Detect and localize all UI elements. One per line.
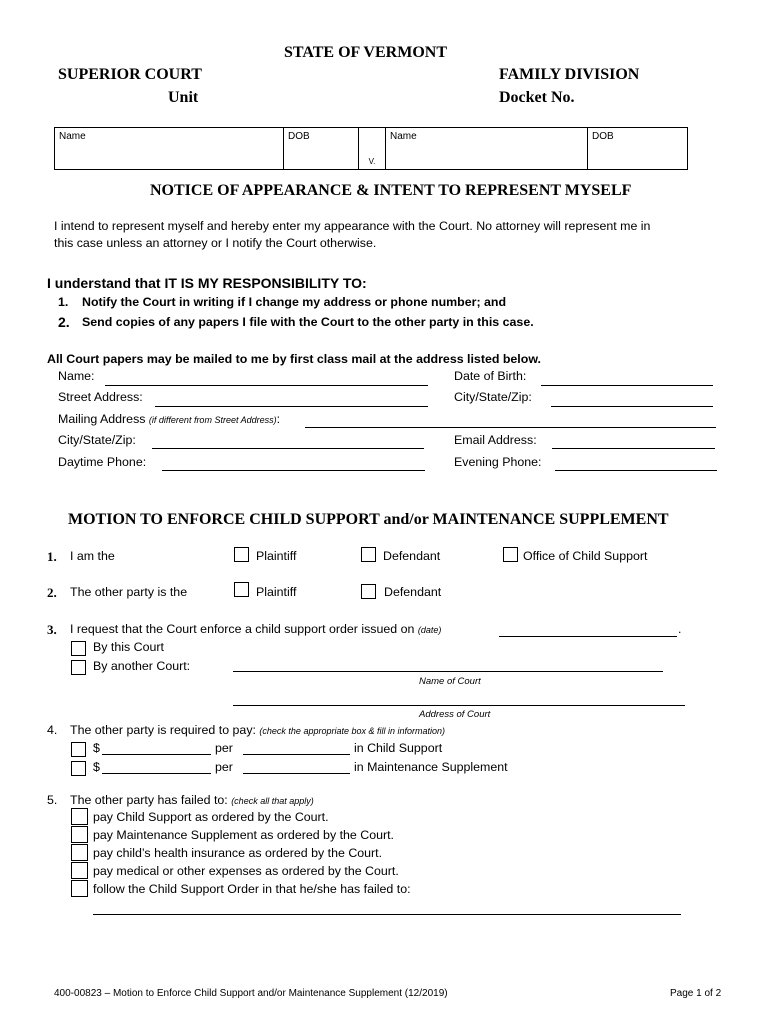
q4-maintenance-dollar: $ — [93, 760, 100, 774]
daytime-phone-label: Daytime Phone: — [58, 455, 147, 469]
city-state-zip-field-label: City/State/Zip: — [454, 390, 532, 404]
versus-label: V. — [368, 157, 376, 166]
q3-date-note: (date) — [417, 625, 442, 635]
q2-number: 2. — [47, 585, 57, 600]
q4-child-support-dollar: $ — [93, 741, 100, 755]
q5-health-insurance-checkbox[interactable] — [71, 844, 88, 861]
unit-label: Unit — [168, 89, 199, 106]
mailing-note: (if different from Street Address) — [148, 415, 277, 425]
notice-title: NOTICE OF APPEARANCE & INTENT TO REPRESENT MYSELF — [150, 182, 632, 199]
right-party-dob-label: DOB — [592, 131, 614, 142]
q5-child-support-checkbox[interactable] — [71, 808, 88, 825]
division-title: FAMILY DIVISION — [499, 66, 640, 83]
right-party-name-label: Name — [390, 131, 417, 142]
q5-maintenance-label: pay Maintenance Supplement as ordered by the Court. — [93, 828, 394, 842]
q4-label — [70, 723, 445, 737]
q5-child-support-label: pay Child Support as ordered by the Court. — [93, 810, 329, 824]
q1-plaintiff-label: Plaintiff — [256, 549, 297, 563]
q1-defendant-checkbox[interactable] — [361, 547, 376, 562]
dob-field-label: Date of Birth: — [454, 369, 527, 383]
mailing-label-text: Mailing Address — [58, 412, 146, 426]
q5-text: The other party has failed to: — [70, 793, 228, 807]
court-address-caption: Address of Court — [419, 709, 491, 720]
street-field-line[interactable] — [155, 406, 428, 407]
responsibility-item1: Notify the Court in writing if I change my address or phone number; and — [82, 295, 507, 309]
q5-number: 5. — [47, 793, 58, 807]
email-field-label: Email Address: — [454, 433, 537, 447]
notice-intro-line1: I intend to represent myself and hereby enter my appearance with the Court. No attorney will represent me in — [54, 219, 651, 233]
dob-field-line[interactable] — [541, 385, 713, 386]
responsibility-item1-number: 1. — [58, 295, 69, 309]
q3-period: . — [678, 622, 682, 636]
q5-note: (check all that apply) — [231, 796, 314, 806]
left-party-dob-label: DOB — [288, 131, 310, 142]
q4-maintenance-checkbox[interactable] — [71, 761, 86, 776]
q5-details-line[interactable] — [93, 914, 681, 915]
q1-label: I am the — [70, 549, 115, 563]
footer-form-id: 400-00823 – Motion to Enforce Child Support and/or Maintenance Supplement (12/2019) — [54, 988, 448, 999]
court-name-line[interactable] — [233, 671, 663, 672]
q5-health-insurance-label: pay child’s health insurance as ordered by the Court. — [93, 846, 383, 860]
evening-phone-label: Evening Phone: — [454, 455, 542, 469]
q5-label — [70, 793, 314, 807]
q3-this-court-checkbox[interactable] — [71, 641, 86, 656]
q4-child-support-checkbox[interactable] — [71, 742, 86, 757]
mailing-field-label — [58, 412, 280, 426]
q4-maintenance-period-line[interactable] — [243, 773, 350, 774]
responsibility-heading: I understand that IT IS MY RESPONSIBILITY TO: — [47, 275, 367, 291]
responsibility-item2-number: 2. — [58, 314, 70, 330]
q4-child-support-per: per — [215, 741, 233, 755]
mail-statement: All Court papers may be mailed to me by first class mail at the address listed below. — [47, 352, 541, 366]
city-state-zip-field-line[interactable] — [551, 406, 713, 407]
q1-ocs-checkbox[interactable] — [503, 547, 518, 562]
left-party-name-cell[interactable] — [55, 128, 284, 170]
left-party-dob-cell[interactable] — [284, 128, 359, 170]
q1-defendant-label: Defendant — [383, 549, 441, 563]
name-field-line[interactable] — [105, 385, 428, 386]
q3-date-line[interactable] — [499, 636, 677, 637]
q2-label: The other party is the — [70, 585, 188, 599]
q5-follow-order-label: follow the Child Support Order in that he/she has failed to: — [93, 882, 411, 896]
responsibility-item2: Send copies of any papers I file with the Court to the other party in this case. — [82, 315, 534, 329]
docket-label: Docket No. — [499, 89, 575, 106]
q4-child-support-period-line[interactable] — [243, 754, 350, 755]
left-party-name-label: Name — [59, 131, 86, 142]
mailing-field-line[interactable] — [305, 427, 716, 428]
q4-number: 4. — [47, 723, 58, 737]
q3-number: 3. — [47, 622, 57, 637]
q2-defendant-label: Defendant — [384, 585, 442, 599]
mailing-colon: : — [276, 412, 281, 426]
q1-plaintiff-checkbox[interactable] — [234, 547, 249, 562]
footer-page-number: Page 1 of 2 — [670, 988, 722, 999]
q3-this-court-label: By this Court — [93, 640, 164, 654]
evening-phone-line[interactable] — [555, 470, 717, 471]
name-field-label: Name: — [58, 369, 95, 383]
court-title: SUPERIOR COURT — [58, 66, 202, 83]
mailing-city-state-zip-label: City/State/Zip: — [58, 433, 136, 447]
q5-medical-expenses-label: pay medical or other expenses as ordered by the Court. — [93, 864, 399, 878]
q2-plaintiff-label: Plaintiff — [256, 585, 297, 599]
q5-medical-expenses-checkbox[interactable] — [71, 862, 88, 879]
q5-maintenance-checkbox[interactable] — [71, 826, 88, 843]
q4-child-support-label: in Child Support — [354, 741, 443, 755]
q4-note: (check the appropriate box & fill in information) — [259, 726, 446, 736]
q3-another-court-label: By another Court: — [93, 659, 191, 673]
notice-intro-line2: this case unless an attorney or I notify the Court otherwise. — [54, 236, 377, 250]
q4-text: The other party is required to pay: — [70, 723, 256, 737]
q4-maintenance-per: per — [215, 760, 233, 774]
right-party-dob-cell[interactable] — [588, 128, 688, 170]
email-field-line[interactable] — [552, 448, 715, 449]
q1-number: 1. — [47, 549, 57, 564]
court-name-caption: Name of Court — [419, 676, 481, 687]
motion-title: MOTION TO ENFORCE CHILD SUPPORT and/or MAINTENANCE SUPPLEMENT — [68, 511, 669, 528]
mailing-city-state-zip-line[interactable] — [152, 448, 424, 449]
versus-cell — [359, 128, 386, 170]
q4-maintenance-label: in Maintenance Supplement — [354, 760, 508, 774]
q4-maintenance-amount-line[interactable] — [102, 773, 211, 774]
parties-table — [54, 127, 688, 170]
q4-child-support-amount-line[interactable] — [102, 754, 211, 755]
street-field-label: Street Address: — [58, 390, 143, 404]
q1-ocs-label: Office of Child Support — [523, 549, 648, 563]
daytime-phone-line[interactable] — [162, 470, 425, 471]
q2-defendant-checkbox[interactable] — [361, 584, 376, 599]
q5-follow-order-checkbox[interactable] — [71, 880, 88, 897]
state-title: STATE OF VERMONT — [284, 44, 447, 61]
court-address-line[interactable] — [233, 705, 685, 706]
q2-plaintiff-checkbox[interactable] — [234, 582, 249, 597]
q3-another-court-checkbox[interactable] — [71, 660, 86, 675]
q3-label — [70, 622, 441, 636]
q3-text: I request that the Court enforce a child support order issued on — [70, 622, 415, 636]
right-party-name-cell[interactable] — [386, 128, 588, 170]
